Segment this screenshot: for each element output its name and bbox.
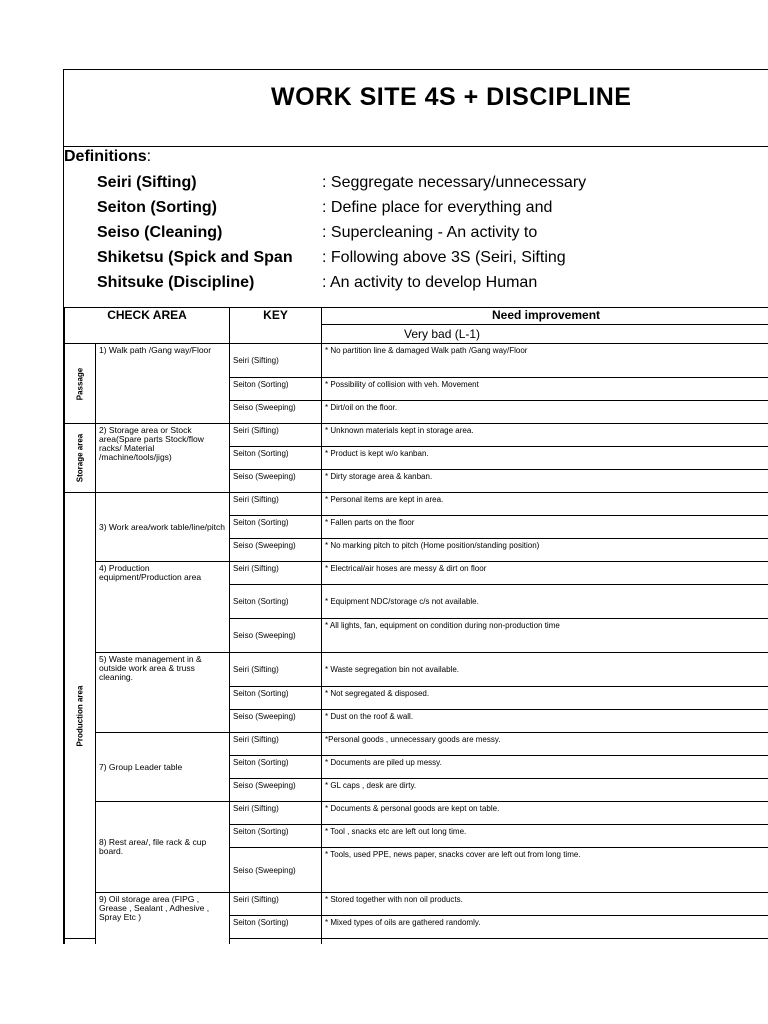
def-term-seiso: Seiso (Cleaning) <box>97 224 223 241</box>
def-desc-shitsuke: : An activity to develop Human <box>322 274 538 291</box>
def-desc-seiton: : Define place for everything and <box>322 199 553 216</box>
check-item: * No marking pitch to pitch (Home position/standing position) <box>322 539 768 562</box>
check-item: * Dirt/oil on the floor. <box>322 401 768 424</box>
check-item: * Dirty storage area & kanban. <box>322 470 768 493</box>
key-cell: Seiton (Sorting) <box>230 756 322 779</box>
check-item: * Mixed types of oils are gathered randomly. <box>322 916 768 939</box>
area-rest: 8) Rest area/, file rack & cup board. <box>96 802 230 893</box>
check-area-header: CHECK AREA <box>65 308 230 344</box>
check-item: * Documents & personal goods are kept on table. <box>322 802 768 825</box>
key-cell: Seiso (Sweeping) <box>230 779 322 802</box>
area-waste: 5) Waste management in & outside work area & truss cleaning. <box>96 653 230 733</box>
key-cell: Seiton (Sorting) <box>230 516 322 539</box>
check-item: * GL caps , desk are dirty. <box>322 779 768 802</box>
worksheet <box>63 69 768 944</box>
section-passage <box>65 344 96 424</box>
check-item: * No partition line & damaged Walk path /Gang way/Floor <box>322 344 768 378</box>
check-item: * Fallen parts on the floor <box>322 516 768 539</box>
key-cell: Seiri (Sifting) <box>230 893 322 916</box>
check-item: * Tools, used PPE, news paper, snacks cover are left out from long time. <box>322 848 768 893</box>
def-desc-seiri: : Seggregate necessary/unnecessary <box>322 174 587 191</box>
key-cell: Seiton (Sorting) <box>230 687 322 710</box>
checklist-table <box>64 307 768 944</box>
check-item: *Personal goods , unnecessary goods are messy. <box>322 733 768 756</box>
check-item: * Unknown materials kept in storage area. <box>322 424 768 447</box>
def-term-seiri: Seiri (Sifting) <box>97 174 197 191</box>
area-walk-path: 1) Walk path /Gang way/Floor <box>96 344 230 424</box>
key-cell: Seiri (Sifting) <box>230 493 322 516</box>
key-cell: Seiri (Sifting) <box>230 733 322 756</box>
area-group-leader: 7) Group Leader table <box>96 733 230 802</box>
check-item: * Dust on the roof & wall. <box>322 710 768 733</box>
area-equipment: 4) Production equipment/Production area <box>96 562 230 653</box>
check-item: * Not segregated & disposed. <box>322 687 768 710</box>
def-desc-shiketsu: : Following above 3S (Seiri, Sifting <box>322 249 566 266</box>
key-cell: Seiri (Sifting) <box>230 802 322 825</box>
key-cell: Seiso (Sweeping) <box>230 710 322 733</box>
check-item: * Electrical/air hoses are messy & dirt on floor <box>322 562 768 585</box>
key-cell: Seiton (Sorting) <box>230 825 322 848</box>
definitions-colon: : <box>146 148 152 165</box>
page-title: WORK SITE 4S + DISCIPLINE <box>271 83 632 111</box>
key-cell: Seiri (Sifting) <box>230 562 322 585</box>
check-item: * Personal items are kept in area. <box>322 493 768 516</box>
key-cell: Seiri (Sifting) <box>230 344 322 378</box>
check-item: * Tool , snacks etc are left out long time. <box>322 825 768 848</box>
section-passage-label: Passage <box>75 367 85 400</box>
section-storage-label: Storage area <box>75 433 85 483</box>
definitions-label <box>64 148 151 166</box>
section-production-label: Production area <box>75 685 85 746</box>
def-term-shitsuke: Shitsuke (Discipline) <box>97 274 255 291</box>
check-item: * All lights, fan, equipment on condition during non-production time <box>322 619 768 653</box>
check-item: * Waste segregation bin not available. <box>322 653 768 687</box>
key-cell: Seiso (Sweeping) <box>230 619 322 653</box>
key-cell <box>65 939 96 945</box>
top-border <box>64 69 768 70</box>
level-header: Very bad (L-1) <box>322 325 768 344</box>
check-item <box>230 939 322 945</box>
key-cell: Seiri (Sifting) <box>230 653 322 687</box>
key-cell: Seiso (Sweeping) <box>230 539 322 562</box>
key-cell: Seiso (Sweeping) <box>230 848 322 893</box>
def-term-shiketsu: Shiketsu (Spick and Span <box>97 249 293 266</box>
check-item: * Possibility of collision with veh. Movement <box>322 378 768 401</box>
check-item: * Equipment NDC/storage c/s not available. <box>322 585 768 619</box>
key-cell: Seiton (Sorting) <box>230 585 322 619</box>
definitions-heading: Definitions <box>64 148 147 165</box>
section-production <box>65 493 96 939</box>
area-work: 3) Work area/work table/line/pitch <box>96 493 230 562</box>
def-desc-seiso: : Supercleaning - An activity to <box>322 224 538 241</box>
key-cell: Seiton (Sorting) <box>230 447 322 470</box>
section-storage <box>65 424 96 493</box>
key-cell: Seiton (Sorting) <box>230 916 322 939</box>
key-header: KEY <box>230 308 322 344</box>
def-term-seiton: Seiton (Sorting) <box>97 199 217 216</box>
check-item: * Documents are piled up messy. <box>322 756 768 779</box>
key-cell: Seiri (Sifting) <box>230 424 322 447</box>
key-cell: Seiso (Sweeping) <box>230 401 322 424</box>
key-cell: Seiso (Sweeping) <box>230 470 322 493</box>
check-item: * Product is kept w/o kanban. <box>322 447 768 470</box>
check-item: * Stored together with non oil products. <box>322 893 768 916</box>
area-oil-storage: 9) Oil storage area (FIPG , Grease , Sealant , Adhesive , Spray Etc ) <box>96 893 230 945</box>
area-storage: 2) Storage area or Stock area(Spare parts Stock/flow racks/ Material /machine/tools/jigs) <box>96 424 230 493</box>
title-divider <box>64 146 768 147</box>
key-cell: Seiton (Sorting) <box>230 378 322 401</box>
need-improvement-header: Need improvement <box>322 308 768 325</box>
